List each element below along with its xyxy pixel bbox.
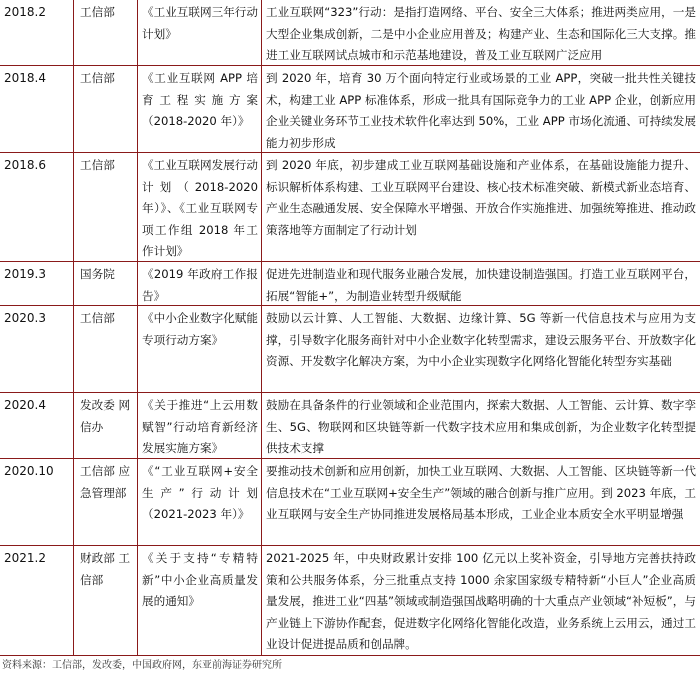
row-department: 工信部 应急管理部 xyxy=(80,464,131,500)
row-date: 2018.6 xyxy=(4,158,46,172)
row-department: 工信部 xyxy=(80,158,115,172)
row-policy-title: 《2019 年政府工作报告》 xyxy=(142,267,258,303)
table-row xyxy=(0,153,700,262)
table-row xyxy=(0,0,700,66)
row-policy-title: 《工业互联网三年行动计划》 xyxy=(142,5,258,41)
row-policy-content: 鼓励以云计算、人工智能、大数据、边缘计算、5G 等新一代信息技术与应用为支撑，引导数字化服务商针对中小企业数字化转型需求，建设云服务平台、开放数字化资源、开发数字化解决方案，为中小企业实现数字化网络化智能化转型夯实基础 xyxy=(266,311,696,368)
row-policy-title: 《关于推进“上云用数赋智”行动培育新经济发展实施方案》 xyxy=(142,398,258,455)
table-row xyxy=(0,393,700,459)
table-row xyxy=(0,66,700,153)
row-policy-content: 鼓励在具备条件的行业领域和企业范围内，探索大数据、人工智能、云计算、数字孪生、5G、物联网和区块链等新一代数字技术应用和集成创新，为企业数字化转型提供技术支撑 xyxy=(266,398,696,455)
table-row xyxy=(0,306,700,393)
table-row xyxy=(0,262,700,306)
row-policy-content: 促进先进制造业和现代服务业融合发展，加快建设制造强国。打造工业互联网平台，拓展“智能+”，为制造业转型升级赋能 xyxy=(266,267,696,303)
row-date: 2019.3 xyxy=(4,267,46,281)
row-date: 2018.4 xyxy=(4,71,46,85)
row-date: 2018.2 xyxy=(4,5,46,19)
row-policy-title: 《中小企业数字化赋能专项行动方案》 xyxy=(142,311,258,347)
row-policy-title: 《“工业互联网+安全生产”行动计划（2021-2023 年）》 xyxy=(142,464,258,521)
row-date: 2020.4 xyxy=(4,398,46,412)
row-policy-content: 要推动技术创新和应用创新，加快工业互联网、大数据、人工智能、区块链等新一代信息技术在“工业互联网+安全生产”领域的融合创新与推广应用。到 2023 年底，工业互联网与安全生产协同推进发展格局基本形成，工业企业本质安全水平明显增强 xyxy=(266,464,696,521)
table-row xyxy=(0,459,700,546)
row-policy-content: 到 2020 年底，初步建成工业互联网基础设施和产业体系，在基础设施能力提升、标识解析体系构建、工业互联网平台建设、核心技术标准突破、新模式新业态培育、产业生态融通发展、安全保障水平增强、开放合作实施推进、加强统筹推进、推动政策落地等方面制定了行动计划 xyxy=(266,158,696,237)
row-department: 发改委 网信办 xyxy=(80,398,131,434)
source-note: 资料来源：工信部，发改委，中国政府网，东亚前海证券研究所 xyxy=(2,660,282,671)
row-department: 工信部 xyxy=(80,311,115,325)
row-policy-content: 工业互联网“323”行动：是指打造网络、平台、安全三大体系；推进两类应用，一是大型企业集成创新，二是中小企业应用普及；构建产业、生态和国际化三大支撑。推进工业互联网试点城市和示范基地建设，普及工业互联网广泛应用 xyxy=(266,5,696,62)
row-policy-content: 到 2020 年，培育 30 万个面向特定行业或场景的工业 APP，突破一批共性关键技术，构建工业 APP 标准体系，形成一批具有国际竞争力的工业 APP 企业，创新应用企业关键业务环节工业技术软件化率达到 50%，工业 APP 市场化流通、可持续发展能力初步形成 xyxy=(266,71,696,150)
table-row xyxy=(0,546,700,656)
row-date: 2020.3 xyxy=(4,311,46,325)
row-department: 国务院 xyxy=(80,267,115,281)
row-department: 工信部 xyxy=(80,71,115,85)
row-policy-title: 《工业互联网发展行动计划（2018-2020年）》、《工业互联网专项工作组 2018 年工作计划》 xyxy=(142,158,258,258)
row-policy-title: 《关于支持“专精特新”中小企业高质量发展的通知》 xyxy=(142,551,258,608)
row-department: 财政部 工信部 xyxy=(80,551,131,587)
row-policy-content: 2021-2025 年，中央财政累计安排 100 亿元以上奖补资金，引导地方完善扶持政策和公共服务体系，分三批重点支持 1000 余家国家级专精特新“小巨人”企业高质量发展，推进工业“四基”领域或制造强国战略明确的十大重点产业领域“补短板”，与产业链上下游协作配套，促进数字化网络化智能化改造，业务系统上云用云，通过工业设计促进提品质和创品牌。 xyxy=(266,551,696,651)
row-department: 工信部 xyxy=(80,5,115,19)
row-policy-title: 《工业互联网 APP 培育工程实施方案（2018-2020 年）》 xyxy=(142,71,258,128)
row-date: 2021.2 xyxy=(4,551,46,565)
row-date: 2020.10 xyxy=(4,464,54,478)
